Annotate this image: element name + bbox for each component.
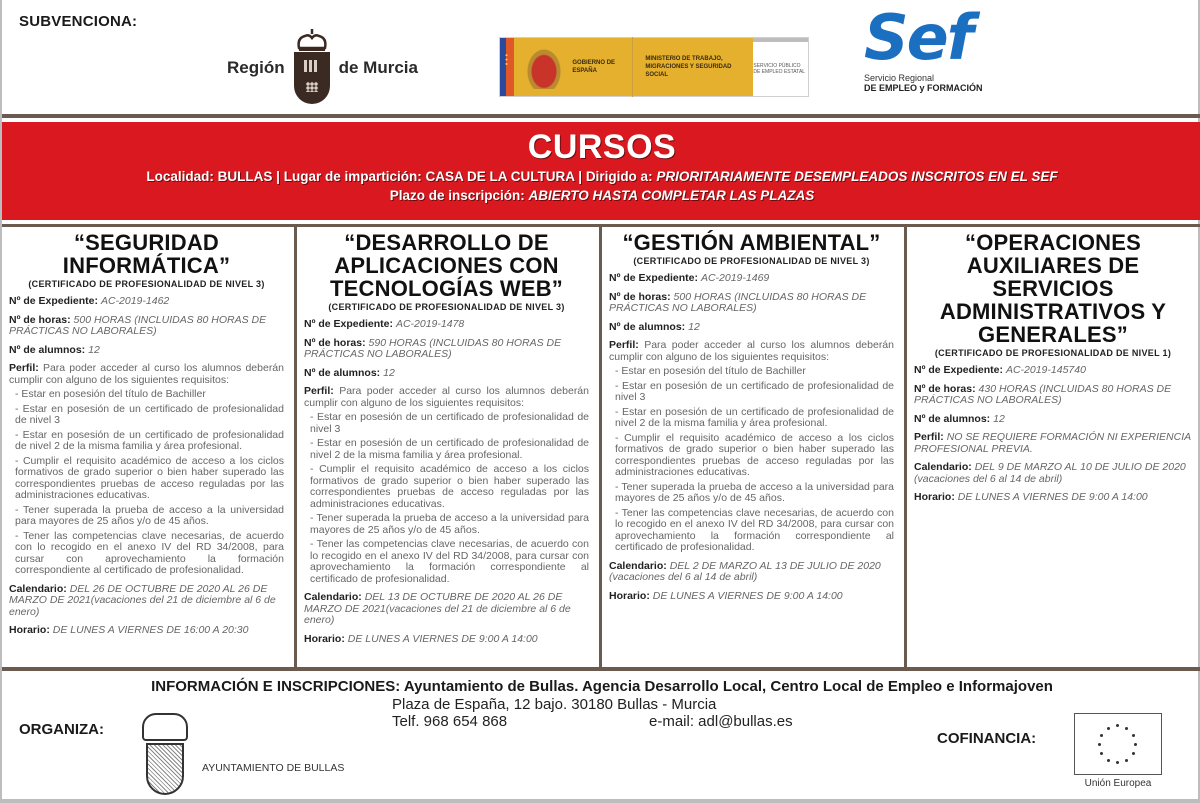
region-murcia-logo [227, 28, 418, 108]
ministerio-text: MINISTERIO DE TRABAJO, MIGRACIONES Y SEGURIDAD SOCIAL [645, 56, 732, 78]
requisito-item: - Estar en posesión de un certificado de profesionalidad de nivel 2 de la misma familia y área profesional. [310, 437, 589, 461]
course-cert: (CERTIFICADO DE PROFESIONALIDAD DE NIVEL 3) [633, 256, 870, 266]
course-alumnos: Nº de alumnos: 12 [304, 366, 395, 379]
sef-line2: DE EMPLEO y FORMACIÓN [864, 83, 983, 93]
organiza-label: ORGANIZA: [19, 721, 104, 738]
requisito-item: - Tener superada la prueba de acceso a la universidad para mayores de 25 años y/o de 45 años. [15, 503, 284, 527]
course-requisitos [609, 366, 894, 554]
course-expediente: Nº de Expediente: AC-2019-1469 [609, 272, 770, 284]
info-line: INFORMACIÓN E INSCRIPCIONES: Ayuntamiento de Bullas. Agencia Desarrollo Local, Centro Local de Empleo e Informajoven [151, 678, 1053, 695]
course-expediente: Nº de Expediente: AC-2019-1462 [9, 295, 170, 307]
sef-wordmark: Sef [864, 1, 972, 74]
requisito-item: - Estar en posesión del título de Bachiller [615, 365, 806, 377]
cursos-banner [2, 122, 1200, 220]
course-horario: Horario: DE LUNES A VIERNES DE 9:00 A 14:00 [609, 589, 843, 602]
requisito-item: - Estar en posesión de un certificado de profesionalidad de nivel 3 [310, 411, 589, 435]
course-seguridad-informatica [2, 227, 297, 668]
servicio-text: SERVICIO PÚBLICO DE EMPLEO ESTATAL [753, 63, 806, 75]
course-calendario: Calendario: DEL 26 DE OCTUBRE DE 2020 AL 26 DE MARZO DE 2021(vacaciones del 21 de diciembre al 6 de enero) [9, 582, 276, 618]
requisito-item: - Estar en posesión de un certificado de profesionalidad de nivel 2 de la misma familia y área profesional. [15, 428, 284, 452]
requisito-item: - Estar en posesión de un certificado de profesionalidad de nivel 3 [15, 402, 284, 426]
footer [2, 671, 1200, 799]
eu-label: Unión Europea [1084, 778, 1152, 789]
requisito-item: - Estar en posesión del título de Bachiller [15, 388, 206, 400]
eu-spain-flag-icon [500, 38, 514, 96]
banner-line-2: Plazo de inscripción: ABIERTO HASTA COMPLETAR LAS PLAZAS [389, 188, 815, 203]
divider [2, 114, 1200, 118]
email-link[interactable]: e-mail: adl@bullas.es [649, 713, 793, 730]
cofinancia-label: COFINANCIA: [937, 730, 1037, 747]
requisito-item: - Cumplir el requisito académico de acceso a los ciclos formativos de grado superior o bien haber superado las correspondientes pruebas de acceso reguladas por las administraciones educativas. [615, 431, 894, 478]
phone: Telf. 968 654 868 [392, 713, 508, 730]
course-alumnos: Nº de alumnos: 12 [609, 320, 700, 333]
course-horas: Nº de horas: 500 HORAS (INCLUIDAS 80 HORAS DE PRÁCTICAS NO LABORALES) [9, 313, 267, 337]
course-cert: (CERTIFICADO DE PROFESIONALIDAD DE NIVEL 3) [28, 279, 265, 289]
eu-flag-icon [1074, 713, 1162, 775]
region-text: Región [227, 58, 285, 77]
course-calendario: Calendario: DEL 13 DE OCTUBRE DE 2020 AL 26 DE MARZO DE 2021(vacaciones del 21 de diciembre al 6 de enero) [304, 591, 571, 626]
course-title: “DESARROLLO DE APLICACIONES CON TECNOLOGÍAS WEB” [330, 230, 563, 301]
banner-line-1: Localidad: BULLAS | Lugar de impartición: CASA DE LA CULTURA | Dirigido a: PRIORITARIAMENTE DESEMPLEADOS INSCRITOS EN EL SEF [146, 169, 1058, 184]
course-perfil: Perfil: Para poder acceder al curso los alumnos deberán cumplir con alguno de los siguientes requisitos: [609, 339, 894, 363]
bullas-crest-icon [142, 713, 188, 795]
course-horas: Nº de horas: 500 HORAS (INCLUIDAS 80 HORAS DE PRÁCTICAS NO LABORALES) [609, 290, 867, 314]
course-operaciones-auxiliares [907, 227, 1200, 668]
course-calendario: Calendario: DEL 2 DE MARZO AL 13 DE JULIO DE 2020 (vacaciones del 6 al 14 de abril) [609, 559, 881, 583]
murcia-shield-icon [293, 28, 331, 108]
course-title: “GESTIÓN AMBIENTAL” [622, 230, 881, 255]
course-title: “OPERACIONES AUXILIARES DE SERVICIOS ADMINISTRATIVOS Y GENERALES” [939, 230, 1167, 347]
course-perfil: Perfil: NO SE REQUIERE FORMACIÓN NI EXPERIENCIA PROFESIONAL PREVIA. [914, 431, 1191, 455]
course-horario: Horario: DE LUNES A VIERNES DE 16:00 A 20:30 [9, 624, 249, 636]
course-cert: (CERTIFICADO DE PROFESIONALIDAD DE NIVEL 1) [934, 348, 1172, 358]
requisito-item: - Tener las competencias clave necesarias, de acuerdo con lo recogido en el anexo IV del RD 34/2008, para cursar con aprovechamiento la formación correspondiente al certificado de profesionalidad. [615, 506, 894, 553]
de-murcia-text: de Murcia [338, 58, 418, 77]
divider [2, 799, 1200, 803]
course-horas: Nº de horas: 430 HORAS (INCLUIDAS 80 HORAS DE PRÁCTICAS NO LABORALES) [914, 382, 1172, 406]
banner-title: CURSOS [527, 128, 677, 166]
course-gestion-ambiental [602, 227, 907, 668]
requisito-item: - Tener las competencias clave necesarias, de acuerdo con lo recogido en el anexo IV del RD 34/2008, para cursar con aprovechamiento la formación correspondiente al certificado de profesionalidad. [15, 529, 284, 576]
ayuntamiento-label: AYUNTAMIENTO DE BULLAS [202, 762, 345, 774]
requisito-item: - Cumplir el requisito académico de acceso a los ciclos formativos de grado superior o bien haber superado las correspondientes pruebas de acceso reguladas por las administraciones educativas. [15, 454, 284, 501]
gobierno-espana-logo [499, 37, 809, 97]
subvenciona-label: SUBVENCIONA: [19, 13, 138, 30]
requisito-item: - Tener superada la prueba de acceso a la universidad para mayores de 25 años y/o de 45 años. [310, 512, 589, 536]
gobierno-text: GOBIERNO DE ESPAÑA [572, 60, 616, 74]
course-alumnos: Nº de alumnos: 12 [9, 343, 100, 356]
requisito-item: - Tener las competencias clave necesarias, de acuerdo con lo recogido en el anexo IV del RD 34/2008, para cursar con aprovechamiento la formación correspondiente al certificado de profesionalidad. [310, 538, 589, 585]
course-calendario: Calendario: DEL 9 DE MARZO AL 10 DE JULIO DE 2020 (vacaciones del 6 al 14 de abril) [914, 461, 1186, 485]
course-requisitos [9, 389, 284, 577]
course-expediente: Nº de Expediente: AC-2019-1478 [304, 318, 465, 330]
requisito-item: - Estar en posesión de un certificado de profesionalidad de nivel 2 de la misma familia y área profesional. [615, 405, 894, 429]
course-horario: Horario: DE LUNES A VIERNES DE 9:00 A 14:00 [914, 491, 1148, 503]
course-expediente: Nº de Expediente: AC-2019-145740 [914, 364, 1086, 376]
course-horario: Horario: DE LUNES A VIERNES DE 9:00 A 14:00 [304, 632, 538, 645]
course-requisitos [304, 412, 589, 585]
course-perfil: Perfil: Para poder acceder al curso los alumnos deberán cumplir con alguno de los siguientes requisitos: [304, 385, 589, 409]
course-alumnos: Nº de alumnos: 12 [914, 412, 1005, 425]
course-cert: (CERTIFICADO DE PROFESIONALIDAD DE NIVEL 3) [328, 302, 565, 312]
sef-logo [864, 1, 1004, 105]
course-desarrollo-web [297, 227, 602, 668]
requisito-item: - Cumplir el requisito académico de acceso a los ciclos formativos de grado superior o bien haber superado las correspondientes pruebas de acceso reguladas por las administraciones educativas. [310, 463, 589, 510]
requisito-item: - Estar en posesión de un certificado de profesionalidad de nivel 3 [615, 379, 894, 403]
spain-coat-of-arms-icon [524, 45, 564, 89]
sponsors-strip [2, 0, 1200, 115]
course-title: “SEGURIDAD INFORMÁTICA” [62, 230, 231, 278]
course-horas: Nº de horas: 590 HORAS (INCLUIDAS 80 HORAS DE PRÁCTICAS NO LABORALES) [304, 336, 562, 360]
address: Plaza de España, 12 bajo. 30180 Bullas - Murcia [392, 696, 717, 713]
requisito-item: - Tener superada la prueba de acceso a la universidad para mayores de 25 años y/o de 45 años. [615, 480, 894, 504]
course-perfil: Perfil: Para poder acceder al curso los alumnos deberán cumplir con alguno de los siguientes requisitos: [9, 362, 284, 386]
sef-line1: Servicio Regional [864, 73, 935, 83]
courses-grid [2, 227, 1200, 668]
crown-icon [295, 28, 329, 52]
